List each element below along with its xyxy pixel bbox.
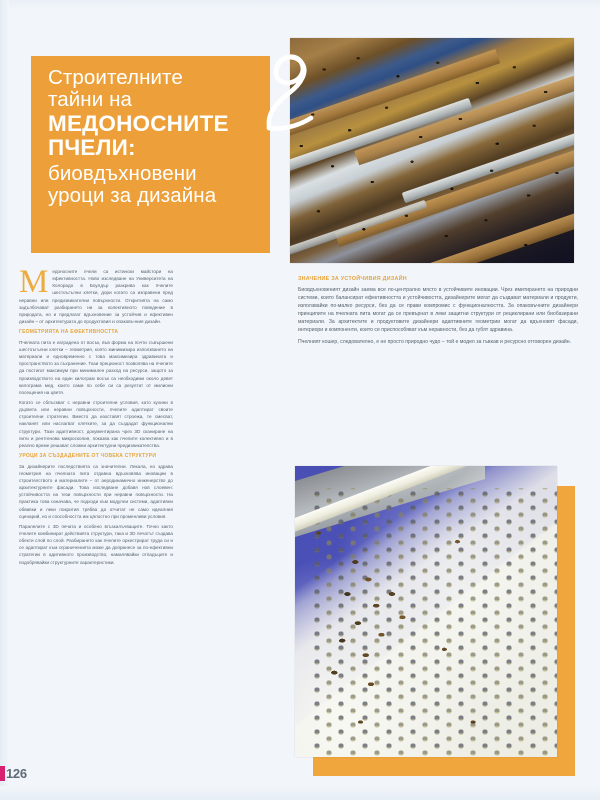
page-number-accent-bar [0,766,5,781]
section-heading-geometry: ГЕОМЕТРИЯТА НА ЕФЕКТИВНОСТТА [19,329,119,336]
paragraph: Биовдъхновеният дизайн заема все по-централно място в устойчивите иновации. Чрез имитирането на природни системи, които балансират ефективността и устойчивостта, дизайнерите могат да създават материали и продукти, използвайки по-малко ресурси, без да се прави компромис с функционалността. За опаковъчните дизайнери принципите на пчелната пита могат да се превърнат в леки защитни структури от рециклирани или биобазирани материали. За архитектите и продуктовите дизайнери адаптивните геометрии могат да вдъхновят фасади, интериори и компоненти, които се приспособяват към неравности, без да губят здравина. [298,287,578,333]
paragraph: Когато се сблъскват с неравни строителни условия, като кухини в дървета или неравни повърхности, пчелите адаптират своите строителни стратегии. Вместо да изоставят строежа, те смесват, накланят или наслагват клетките, за да създадат функционални структури. Тази адаптивност, документирана чрез 3D сканиране на пити и рентгенова микроскопия, показва как пчелите колективно и в реално време решават сложни архитектурни предизвикателства. [19,400,173,448]
section-heading-sustainable-design: ЗНАЧЕНИЕ ЗА УСТОЙЧИВИЯ ДИЗАЙН [298,276,407,282]
article-title-block [31,56,270,253]
intro-paragraph: едоносните пчели са истински майстори на ефективността. Ново изследване на Университета на Колорадо в Боулдър разкрива как пчелите шестоъгълни клетки, дори когато са изправени пред неравни или предизвикателни повърхности. Откритията на само задълбочават разбирането ни за колективното поведение в природата, но и предлагат вдъхновение за устойчив и ефективен дизайн – от архитектурата до продуктовия и опаковъчния дизайн. [19,269,173,325]
page-edge-shading-bottom [0,786,600,800]
title-line-1: Строителните [48,66,183,89]
paragraph: Паралелите с 3D печата и особено вгъзкалъчващите. Точно както пчелите комбинират действията структури, така и 3D печатът създава обекти слой по слой. Разбирането как пчелите оркестрират труда си и се адаптират към ограниченията може да допринесе за по-ефективни стратегии в адитивното производство, намалявайки отпадъците и подобрявайки структурните характеристики. [19,523,173,565]
right-text-column [298,272,578,350]
paragraph: Пчелната пита е изградена от восък, във форма на почти съвършени шестоъгълни клетки – геометрия, която минимизира използването на материали и едновременно с това максимизира здравината и пространството за съхранение. Тази прецизност позволява на пчелите да постигат максимум при минимален разход на ресурси, защото за производството на един килограм восък са необходими около девет килограма мед, които сами по себе си са резултат от милиони посещения на цветя. [19,339,173,395]
title-line-2: тайни на [48,87,133,111]
page-number [0,766,27,781]
page-edge-shading-top [0,0,600,10]
honeycomb-bees-photo [295,466,557,757]
intro-paragraph-block [19,264,173,325]
page-number-text: 126 [6,766,27,781]
left-text-column [19,264,173,569]
paragraph: За дизайнерите последствията са значителни. Лекала, но здрава геометрия на пчелната пита отдавна вдъхновява иновации в строителството и материалите – от аеродинамично инженерство до архитектурните фасади. Това изследване добавя нов слоeвен: устойчивостта на тези повърхности при неравни повърхности. На практика това означава, че подходи към модулни системи, адаптивни обвивки и леки покрития трябва да отчитат не само идеалния сценарий, но и способността им цялостно при променливи условия. [19,463,173,519]
bees-texture [290,38,574,263]
section-heading-human-structures: УРОЦИ ЗА СЪЗДАДЕНИТЕ ОТ ЧОВЕКА СТРУКТУРИ [19,453,157,460]
title-line-4: ПЧЕЛИ: [48,135,136,161]
paragraph: Пчелният кошер, следователно, е не просто природно чудо – той е модел за гъвкав и ресурсно отговорен дизайн. [298,339,572,345]
page-edge-shading-left [0,0,9,800]
title-line-5: биовдъхновени [48,162,197,186]
title-line-6: уроци за дизайна [48,183,217,207]
drop-cap: М [19,264,49,300]
beehive-frames-photo [290,38,574,263]
title-line-3: МЕДОНОСНИТЕ [48,111,229,137]
